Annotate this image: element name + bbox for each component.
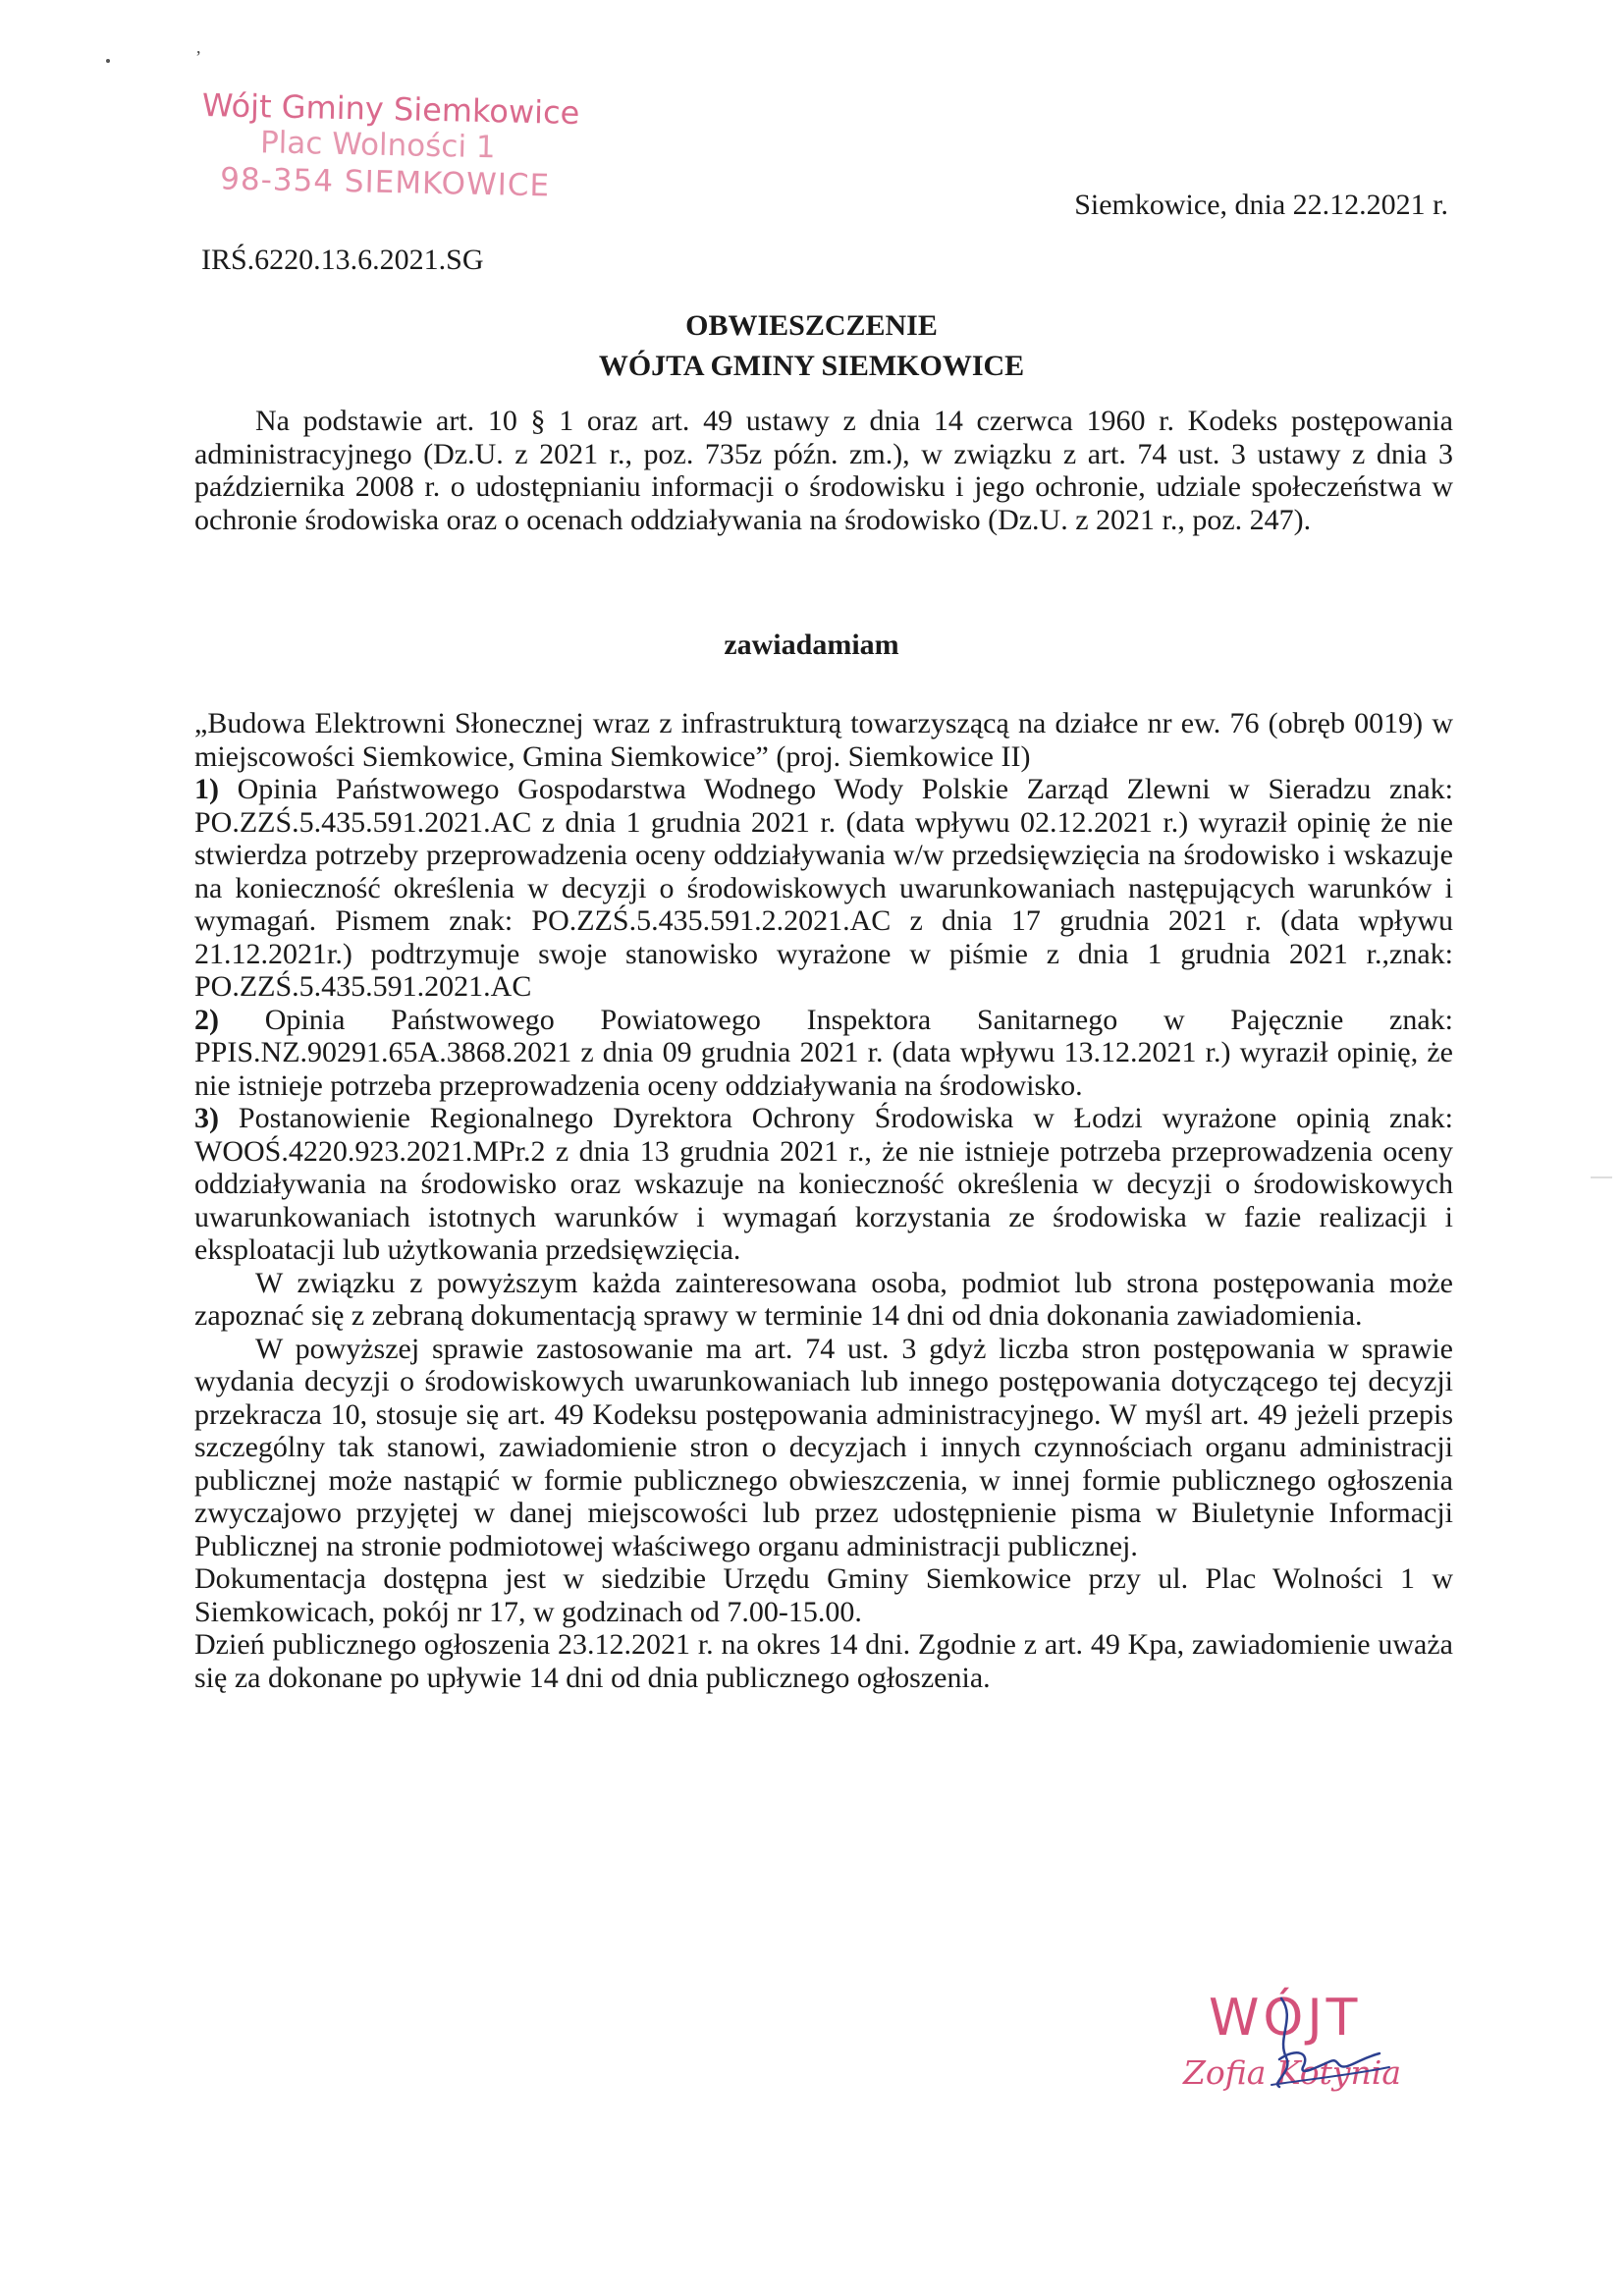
- list-item: [194, 773, 1453, 1004]
- scan-line: [1591, 1176, 1612, 1178]
- reference-number: IRŚ.6220.13.6.2021.SG: [201, 244, 484, 276]
- item-text: Opinia Państwowego Powiatowego Inspektora Sanitarnego w Pajęcznie znak: PPIS.NZ.90291.65A.3868.2021 z dnia 09 grudnia 2021 r. (data wpływu 13.12.2021 r.) wyraził opinię, że nie istnieje potrzeba przeprowadzenia oceny oddziaływania na środowisko.: [194, 1003, 1453, 1102]
- signature-name: Zofia Kotynia: [1183, 2053, 1401, 2092]
- document-title: [0, 306, 1623, 386]
- item-text: Opinia Państwowego Gospodarstwa Wodnego Wody Polskie Zarząd Zlewni w Sieradzu znak: PO.ZZŚ.5.435.591.2021.AC z dnia 1 grudnia 2021 r. (data wpływu 02.12.2021 r.) wyraził opinię że nie stwierdza potrzeby przeprowadzenia oceny oddziaływania w/w przedsięwzięcia na środowisko i wskazuje na konieczność określenia w decyzji o środowiskowych uwarunkowaniach następujących warunków i wymagań. Pismem znak: PO.ZZŚ.5.435.591.2.2021.AC z dnia 17 grudnia 2021 r. (data wpływu 21.12.2021r.) podtrzymuje swoje stanowisko wyrażone w piśmie z dnia 1 grudnia 2021 r.,znak: PO.ZZŚ.5.435.591.2021.AC: [194, 773, 1454, 1003]
- documentation-paragraph: Dokumentacja dostępna jest w siedzibie Urzędu Gminy Siemkowice przy ul. Plac Wolności 1 w Siemkowicach, pokój nr 17, w godzinach od 7.00-15.00.: [194, 1562, 1453, 1628]
- handwritten-signature-icon: [1242, 1989, 1409, 2097]
- title-line-2: WÓJTA GMINY SIEMKOWICE: [598, 349, 1025, 382]
- list-item: [194, 1102, 1453, 1267]
- stamp-line-1: Wójt Gminy Siemkowice: [201, 85, 580, 133]
- announcement-date-paragraph: Dzień publicznego ogłoszenia 23.12.2021 r. na okres 14 dni. Zgodnie z art. 49 Kpa, zawiadomienie uważa się za dokonane po upływie 14 dni od dnia publicznego ogłoszenia.: [194, 1628, 1453, 1694]
- signature-role: WÓJT: [1209, 1989, 1362, 2048]
- stamp-line-2: Plac Wolności 1: [259, 125, 496, 166]
- scan-speck: [106, 59, 110, 63]
- document-date: Siemkowice, dnia 22.12.2021 r.: [1074, 189, 1448, 221]
- scan-mark: ,: [196, 37, 201, 57]
- item-text: Postanowienie Regionalnego Dyrektora Ochrony Środowiska w Łodzi wyrażone opinią znak: WOOŚ.4220.923.2021.MPr.2 z dnia 13 grudnia 2021 r., że nie istnieje potrzeba przeprowadzenia oceny oddziaływania na środowisko oraz wskazuje na konieczność określenia w decyzji o środowiskowych uwarunkowaniach istotnych warunków i wymagań korzystania ze środowiska w fazie realizacji i eksploatacji lub użytkowania przedsięwzięcia.: [194, 1102, 1454, 1266]
- list-item: [194, 1004, 1453, 1103]
- item-number: 2): [194, 1003, 219, 1036]
- item-number: 1): [194, 773, 219, 805]
- project-name: „Budowa Elektrowni Słonecznej wraz z infrastrukturą towarzyszącą na działce nr ew. 76 (obręb 0019) w miejscowości Siemkowice, Gmina Siemkowice” (proj. Siemkowice II): [194, 707, 1453, 773]
- stamp-line-3: 98-354 SIEMKOWICE: [219, 160, 551, 203]
- signature-block: [1183, 1989, 1438, 2116]
- main-content: [194, 707, 1453, 1694]
- intro-paragraph: Na podstawie art. 10 § 1 oraz art. 49 ustawy z dnia 14 czerwca 1960 r. Kodeks postępowania administracyjnego (Dz.U. z 2021 r., poz. 735z późn. zm.), w związku z art. 74 ust. 3 ustawy z dnia 3 października 2008 r. o udostępnianiu informacji o środowisku i jego ochronie, udziale społeczeństwa w ochronie środowiska oraz o ocenach oddziaływania na środowisko (Dz.U. z 2021 r., poz. 247).: [194, 405, 1453, 536]
- office-stamp: [200, 86, 580, 205]
- consultation-paragraph: W związku z powyższym każda zainteresowana osoba, podmiot lub strona postępowania może zapoznać się z zebraną dokumentacją sprawy w terminie 14 dni od dnia dokonania zawiadomienia.: [194, 1266, 1453, 1332]
- legal-basis-paragraph: W powyższej sprawie zastosowanie ma art. 74 ust. 3 gdyż liczba stron postępowania w sprawie wydania decyzji o środowiskowych uwarunkowaniach lub innego postępowania dotyczącego tej decyzji przekracza 10, stosuje się art. 49 Kodeksu postępowania administracyjnego. W myśl art. 49 jeżeli przepis szczególny tak stanowi, zawiadomienie stron o decyzjach i innych czynnościach organu administracji publicznej może nastąpić w formie publicznego obwieszczenia, w innej formie publicznego ogłoszenia zwyczajowo przyjętej w danej miejscowości lub przez udostępnienie pisma w Biuletynie Informacji Publicznej na stronie podmiotowej właściwego organu administracji publicznej.: [194, 1332, 1453, 1562]
- item-number: 3): [194, 1102, 219, 1134]
- announcement-heading: zawiadamiam: [724, 629, 899, 661]
- title-line-1: OBWIESZCZENIE: [685, 309, 938, 342]
